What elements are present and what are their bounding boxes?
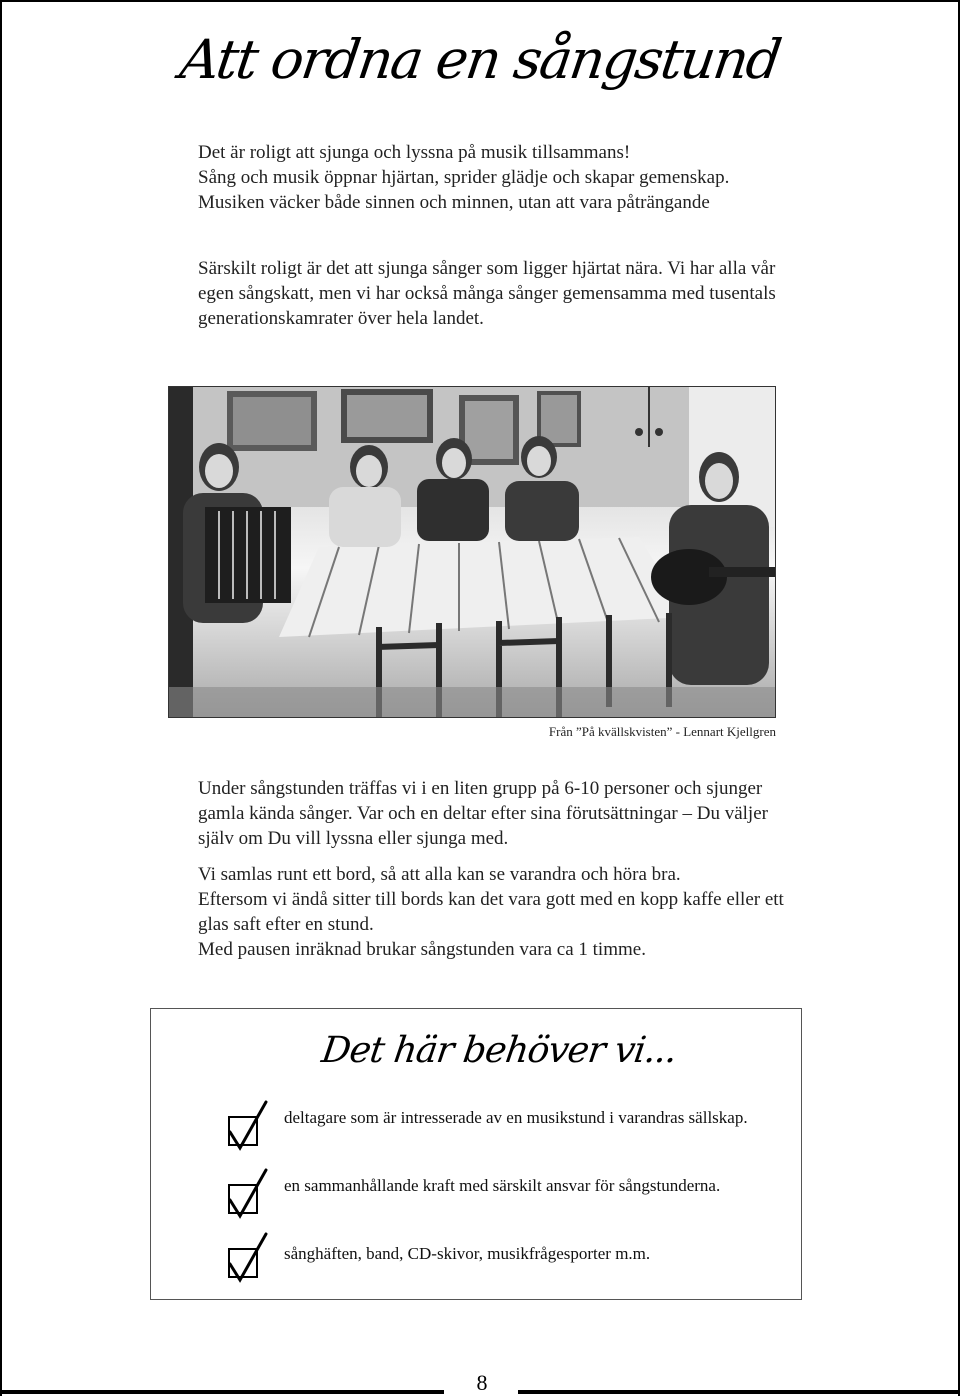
needs-item-text: sånghäften, band, CD-skivor, musikfrågesporter m.m. bbox=[284, 1244, 651, 1263]
group-photo bbox=[168, 386, 776, 718]
checkmark-icon bbox=[226, 1098, 270, 1154]
intro-paragraph-1: Det är roligt att sjunga och lyssna på musik tillsammans! Sång och musik öppnar hjärtan, sprider glädje och skapar gemenskap. Musiken väcker både sinnen och minnen, utan att vara påträngande bbox=[198, 142, 730, 213]
intro-paragraph-2: Särskilt roligt är det att sjunga sånger som ligger hjärtat nära. Vi har alla vår egen sångskatt, men vi har också många sånger gemensamma med tusentals generationskamrater över hela landet. bbox=[198, 258, 776, 329]
needs-title: Det här behöver vi... bbox=[319, 1030, 679, 1071]
body-paragraph-1: Under sångstunden träffas vi i en liten grupp på 6-10 personer och sjunger gamla kända sånger. Var och en deltar efter sina förutsättningar – Du väljer själv om Du vill lyssna eller sjunga med. bbox=[198, 778, 768, 849]
needs-item bbox=[222, 1172, 782, 1232]
page-title: Att ordna en sångstund bbox=[176, 28, 784, 91]
page-number: 8 bbox=[476, 1370, 488, 1395]
page-frame-top bbox=[0, 0, 960, 2]
checkmark-icon bbox=[226, 1230, 270, 1286]
needs-item bbox=[222, 1104, 782, 1164]
footer-rule-left bbox=[0, 1390, 444, 1394]
page-footer bbox=[0, 1370, 960, 1396]
footer-rule-right bbox=[518, 1390, 960, 1394]
photo-caption: Från ”På kvällskvisten” - Lennart Kjellgren bbox=[548, 724, 776, 739]
body-paragraph-2: Vi samlas runt ett bord, så att alla kan se varandra och höra bra. Eftersom vi ändå sitter till bords kan det vara gott med en kopp kaffe eller ett glas saft efter en stund. Med pausen inräknad brukar sångstunden vara ca 1 timme. bbox=[198, 864, 784, 960]
needs-item bbox=[222, 1236, 782, 1296]
page-frame-left bbox=[0, 0, 2, 1396]
checkmark-icon bbox=[226, 1166, 270, 1222]
needs-item-text: deltagare som är intresserade av en musikstund i varandras sällskap. bbox=[284, 1108, 748, 1127]
needs-item-text: en sammanhållande kraft med särskilt ansvar för sångstunderna. bbox=[284, 1176, 721, 1195]
